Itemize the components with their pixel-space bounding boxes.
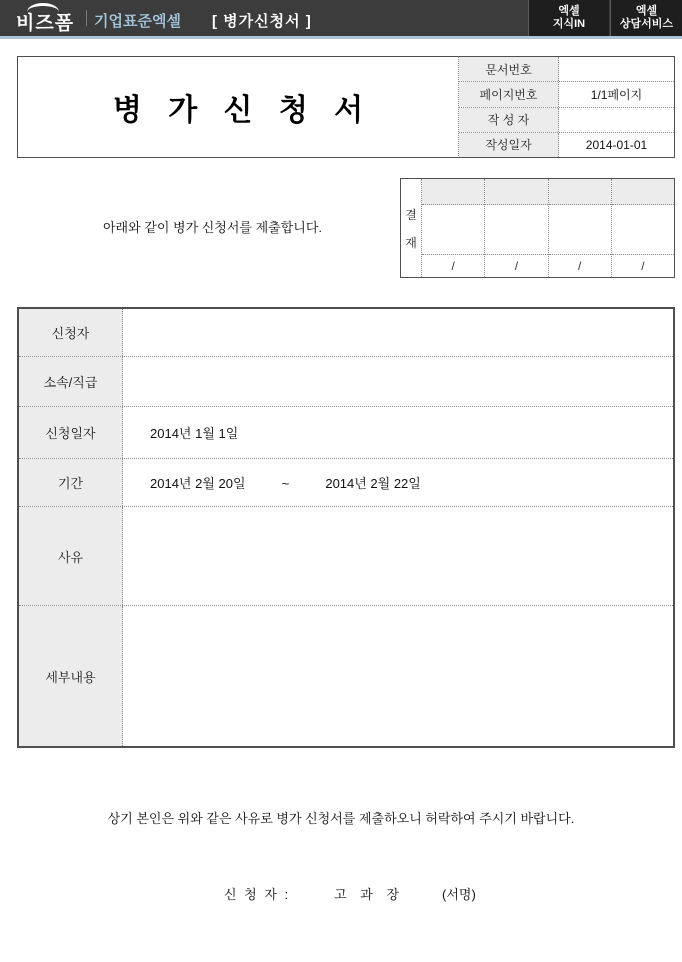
document-title: 병 가 신 청 서 <box>112 94 373 127</box>
table-row-department <box>19 356 673 406</box>
info-row-author <box>459 107 674 132</box>
approval-title-cell <box>612 179 674 205</box>
approval-column <box>422 179 484 277</box>
excel-knowledge-button-line1: 엑셀 <box>558 5 580 17</box>
table-row-period <box>19 458 673 506</box>
approval-date-cell: / <box>577 259 582 273</box>
excel-consult-button-line1: 엑셀 <box>635 5 658 17</box>
approval-column <box>484 179 547 277</box>
signature-sign-note: (서명) <box>442 887 476 902</box>
row-value-reason <box>123 507 673 605</box>
approval-column <box>611 179 674 277</box>
info-value-page-number: 1/1페이지 <box>590 87 643 102</box>
row-label-apply-date: 신청일자 <box>19 407 123 458</box>
excel-consult-button[interactable] <box>610 0 682 36</box>
info-row-doc-number <box>459 57 674 81</box>
approval-sign-cell <box>549 205 611 255</box>
info-label-write-date: 작성일자 <box>459 133 559 157</box>
approval-label <box>401 179 422 277</box>
header-doc-title: [ 병가신청서 ] <box>212 13 312 30</box>
table-row-apply-date <box>19 406 673 458</box>
approval-title-cell <box>422 179 484 205</box>
approval-box <box>400 178 675 278</box>
approval-sign-cell <box>612 205 674 255</box>
intro-text: 아래와 같이 병가 신청서를 제출합니다. <box>103 220 322 235</box>
row-label-period: 기간 <box>19 459 123 506</box>
document-title-box <box>17 56 458 158</box>
info-value-write-date: 2014-01-01 <box>585 137 648 152</box>
document-info-table <box>458 56 675 158</box>
row-label-applicant: 신청자 <box>19 309 123 356</box>
row-value-details <box>123 606 673 746</box>
info-row-page-number <box>459 81 674 106</box>
row-value-applicant <box>123 309 673 356</box>
row-label-reason: 사유 <box>19 507 123 605</box>
signature-name: 고 과 장 <box>334 887 405 902</box>
info-value-author <box>559 108 674 132</box>
info-label-doc-number: 문서번호 <box>459 57 559 81</box>
excel-consult-button-line2: 상담서비스 <box>619 18 674 30</box>
closing-text: 상기 본인은 위와 같은 사유로 병가 신청서를 제출하오니 허락하여 주시기 바랍니다. <box>107 811 575 826</box>
approval-column <box>548 179 611 277</box>
approval-sign-cell <box>485 205 547 255</box>
signature-label: 신 청 자 : <box>224 887 291 902</box>
application-form-table <box>17 307 675 748</box>
approval-sign-cell <box>422 205 484 255</box>
header-accent-strip <box>0 36 682 39</box>
info-label-author: 작 성 자 <box>459 108 559 132</box>
app-header-bar <box>0 0 682 36</box>
approval-date-cell: / <box>451 259 455 273</box>
table-row-applicant <box>19 309 673 356</box>
header-divider <box>86 10 87 26</box>
row-value-apply-date: 2014년 1월 1일 <box>150 426 239 441</box>
row-label-department: 소속/직급 <box>19 357 123 406</box>
excel-knowledge-button-line2: 지식IN <box>552 18 586 30</box>
product-name: 기업표준엑셀 <box>94 13 181 30</box>
signature-row <box>224 884 476 903</box>
table-row-details <box>19 605 673 746</box>
approval-label-char-bottom: 재 <box>405 235 417 250</box>
approval-title-cell <box>549 179 611 205</box>
title-section <box>17 56 675 158</box>
info-row-write-date <box>459 132 674 157</box>
bizforms-logo[interactable]: 비즈폼 <box>16 13 75 34</box>
row-label-details: 세부내용 <box>19 606 123 746</box>
approval-date-cell: / <box>514 259 519 273</box>
table-row-reason <box>19 506 673 605</box>
info-value-doc-number <box>559 57 674 81</box>
row-value-period: 2014년 2월 20일 ~ 2014년 2월 22일 <box>150 476 421 491</box>
approval-title-cell <box>485 179 547 205</box>
approval-label-char-top: 결 <box>405 207 417 222</box>
row-value-department <box>123 357 673 406</box>
excel-knowledge-button[interactable] <box>528 0 609 36</box>
approval-date-cell: / <box>641 259 645 273</box>
info-label-page-number: 페이지번호 <box>459 82 559 106</box>
